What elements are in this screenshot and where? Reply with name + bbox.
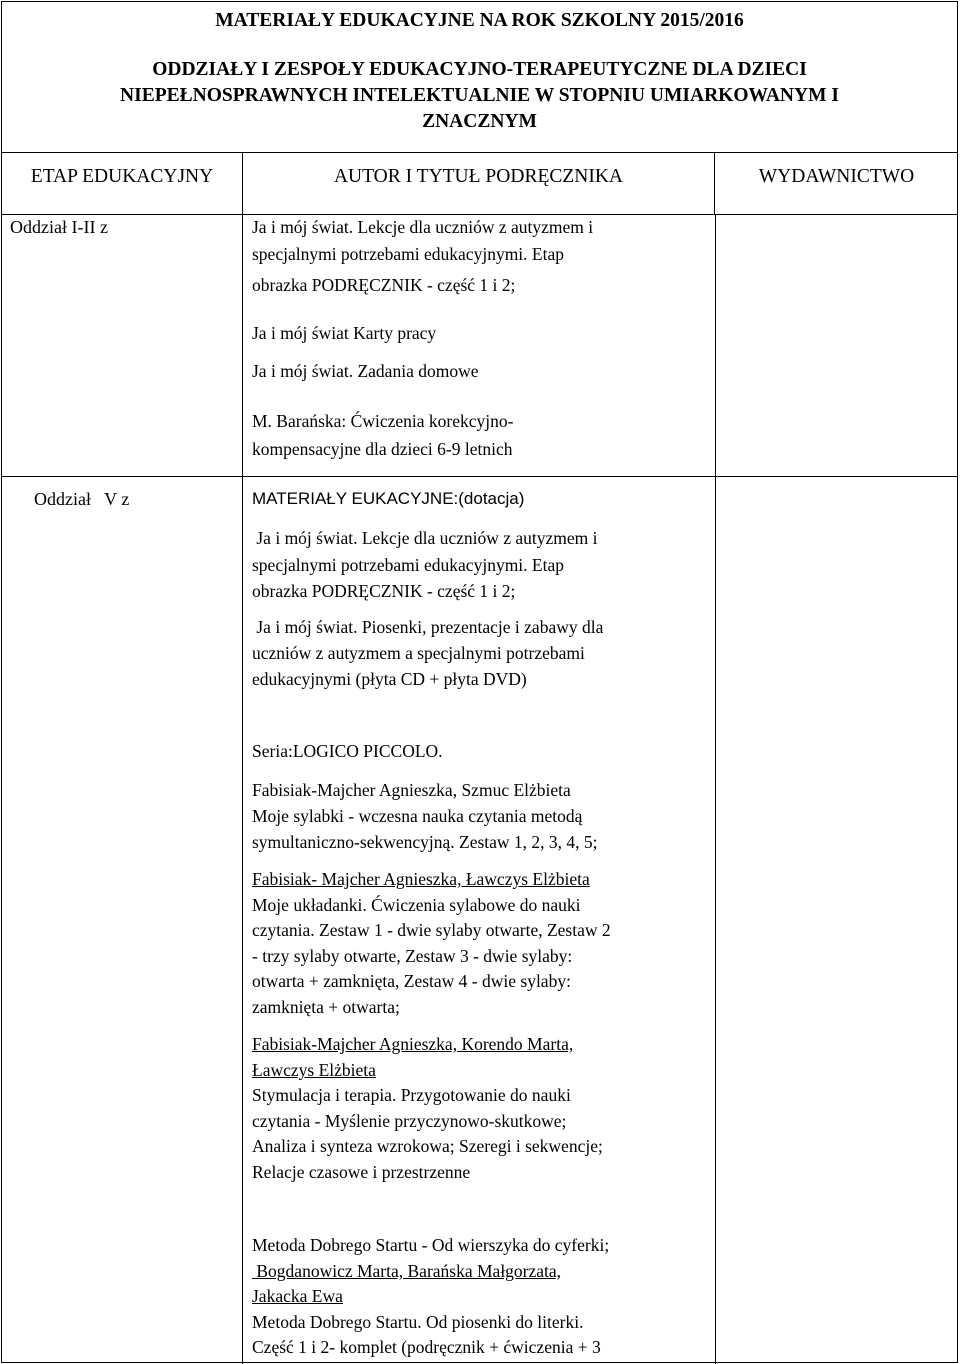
textbook-line: specjalnymi potrzebami edukacyjnymi. Etap — [252, 244, 564, 264]
stage-cell: Oddział I-II z — [10, 217, 108, 237]
textbook-line: Metoda Dobrego Startu. Od piosenki do literki. — [252, 1312, 584, 1332]
textbook-line: kompensacyjne dla dzieci 6-9 letnich — [252, 439, 513, 459]
document-title: MATERIAŁY EDUKACYJNE NA ROK SZKOLNY 2015/2016 — [215, 10, 744, 31]
textbook-line: Ja i mój świat. Piosenki, prezentacje i zabawy dla — [252, 617, 604, 637]
textbook-line: otwarta + zamknięta, Zestaw 4 - dwie sylaby: — [252, 971, 571, 991]
document-page — [1, 1, 958, 1363]
textbook-line: edukacyjnymi (płyta CD + płyta DVD) — [252, 669, 527, 689]
table-rule — [2, 476, 957, 477]
textbook-line: Ja i mój świat Karty pracy — [252, 323, 437, 343]
textbook-line: obrazka PODRĘCZNIK - część 1 i 2; — [252, 275, 516, 295]
subtitle-line: ZNACZNYM — [422, 111, 537, 132]
textbook-line: obrazka PODRĘCZNIK - część 1 i 2; — [252, 581, 516, 601]
textbook-line: czytania - Myślenie przyczynowo-skutkowe; — [252, 1111, 567, 1131]
section-heading: MATERIAŁY EUKACYJNE:(dotacja) — [252, 489, 525, 508]
subtitle-line: ODDZIAŁY I ZESPOŁY EDUKACYJNO-TERAPEUTYCZNE DLA DZIECI — [152, 59, 807, 80]
textbook-line: specjalnymi potrzebami edukacyjnymi. Etap — [252, 555, 564, 575]
textbook-author: Fabisiak- Majcher Agnieszka, Ławczys Elżbieta — [252, 869, 590, 889]
textbook-line: Relacje czasowe i przestrzenne — [252, 1162, 471, 1182]
textbook-line: czytania. Zestaw 1 - dwie sylaby otwarte, Zestaw 2 — [252, 920, 611, 940]
textbook-line: Stymulacja i terapia. Przygotowanie do nauki — [252, 1085, 571, 1105]
textbook-line: Metoda Dobrego Startu - Od wierszyka do cyferki; — [252, 1235, 610, 1255]
textbook-line: Ja i mój świat. Zadania domowe — [252, 361, 479, 381]
textbook-line: Analiza i synteza wzrokowa; Szeregi i sekwencje; — [252, 1136, 603, 1156]
textbook-author: Ławczys Elżbieta — [252, 1060, 376, 1080]
textbook-author: Bogdanowicz Marta, Barańska Małgorzata, — [252, 1261, 562, 1281]
document-subtitle — [22, 57, 937, 135]
textbook-author: Jakacka Ewa — [252, 1286, 343, 1306]
title-block — [2, 2, 957, 153]
stage-cell: Oddział V z — [34, 489, 130, 509]
header-author-title: AUTOR I TYTUŁ PODRĘCZNIKA — [242, 152, 715, 214]
textbook-line: Ja i mój świat. Lekcje dla uczniów z autyzmem i — [252, 528, 598, 548]
textbook-line: M. Barańska: Ćwiczenia korekcyjno- — [252, 411, 514, 431]
textbook-line: Moje sylabki - wczesna nauka czytania metodą — [252, 806, 583, 826]
column-divider — [715, 214, 716, 1364]
subtitle-line: NIEPEŁNOSPRAWNYCH INTELEKTUALNIE W STOPNIU UMIARKOWANYM I — [120, 85, 839, 106]
textbook-line: Ja i mój świat. Lekcje dla uczniów z autyzmem i — [252, 217, 594, 237]
textbook-author: Fabisiak-Majcher Agnieszka, Korendo Marta, — [252, 1034, 574, 1054]
textbook-line: uczniów z autyzmem a specjalnymi potrzebami — [252, 643, 585, 663]
textbook-line: - trzy sylaby otwarte, Zestaw 3 - dwie sylaby: — [252, 946, 573, 966]
textbook-line: symultaniczno-sekwencyjną. Zestaw 1, 2, 3, 4, 5; — [252, 832, 598, 852]
column-divider — [242, 214, 243, 1364]
header-stage: ETAP EDUKACYJNY — [30, 166, 214, 187]
textbook-line: zamknięta + otwarta; — [252, 997, 400, 1017]
series-label: Seria:LOGICO PICCOLO. — [252, 741, 443, 761]
header-publisher: WYDAWNICTWO — [758, 166, 915, 187]
textbook-line: Część 1 i 2- komplet (podręcznik + ćwiczenia + 3 — [252, 1337, 601, 1357]
textbook-author: Fabisiak-Majcher Agnieszka, Szmuc Elżbieta — [252, 780, 571, 800]
textbook-line: Moje układanki. Ćwiczenia sylabowe do nauki — [252, 895, 581, 915]
